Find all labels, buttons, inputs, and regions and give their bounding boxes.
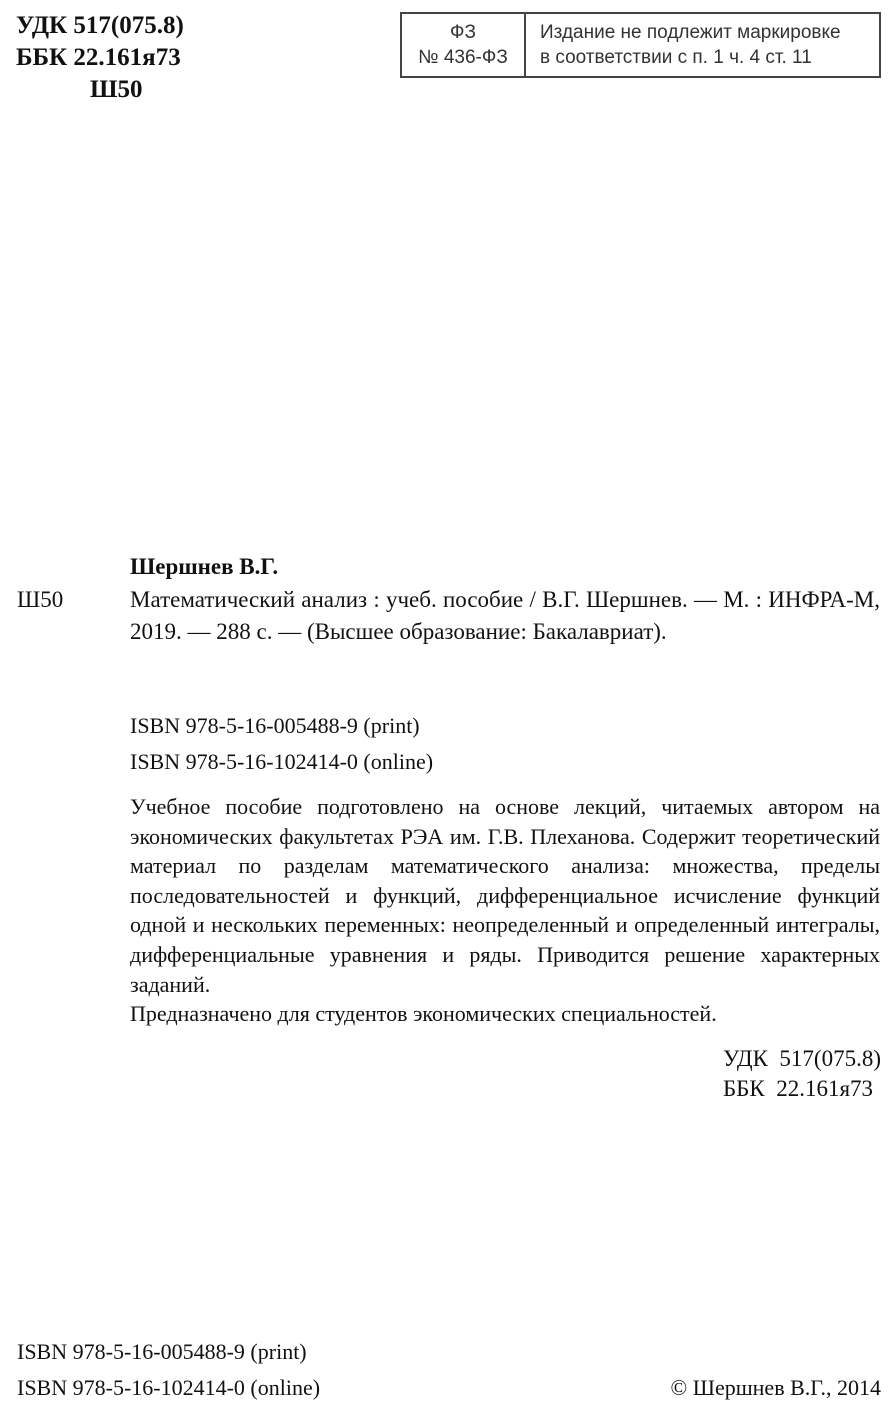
footer-isbn-online: ISBN 978-5-16-102414-0 (online) xyxy=(17,1375,321,1400)
entry-author: Шершнев В.Г. xyxy=(130,554,279,579)
footer-isbn-list xyxy=(17,1334,320,1406)
classification-codes xyxy=(16,10,184,106)
entry-udk-code: УДК 517(075.8) xyxy=(722,1046,881,1071)
law-label: ФЗ xyxy=(450,22,476,43)
age-marking-box xyxy=(400,12,881,78)
audience-text: Предназначено для студентов экономических специальностей. xyxy=(130,1001,717,1027)
cutter-code: Ш50 xyxy=(90,76,143,103)
bbk-code: ББК 22.161я73 xyxy=(16,44,181,71)
marking-notice xyxy=(526,14,879,76)
entry-isbn-print: ISBN 978-5-16-005488-9 (print) xyxy=(130,713,420,738)
entry-classification-codes xyxy=(723,1044,881,1104)
udk-code: УДК 517(075.8) xyxy=(16,12,184,39)
notice-line-2: в соответствии с п. 1 ч. 4 ст. 11 xyxy=(540,47,812,68)
law-reference xyxy=(402,14,526,76)
law-number: № 436-ФЗ xyxy=(418,47,508,68)
entry-isbn-online: ISBN 978-5-16-102414-0 (online) xyxy=(130,749,434,774)
copyright-notice: © Шершнев В.Г., 2014 xyxy=(670,1375,881,1400)
entry-cutter: Ш50 xyxy=(17,587,64,612)
entry-isbn-list xyxy=(130,708,433,780)
footer-isbn-print: ISBN 978-5-16-005488-9 (print) xyxy=(17,1339,307,1364)
entry-bbk-code: ББК 22.161я73 xyxy=(722,1076,874,1101)
annotation xyxy=(130,792,880,1029)
notice-line-1: Издание не подлежит маркировке xyxy=(540,22,841,43)
entry-description: Математический анализ : учеб. пособие / В.Г. Шершнев. — М. : ИНФРА-М, 2019. — 288 с. — (Высшее образование: Бакалавриат). xyxy=(130,587,880,644)
annotation-text: Учебное пособие подготовлено на основе лекций, читаемых автором на экономических факультетах РЭА им. Г.В. Плеханова. Содержит теоретический материал по разделам математического анализа: множества, пределы последовательностей и функций, дифференциальное исчисление функций одной и нескольких переменных: неопределенный и определенный интегралы, дифференциальные уравнения и ряды. Приводится решение характерных заданий. xyxy=(130,794,880,997)
